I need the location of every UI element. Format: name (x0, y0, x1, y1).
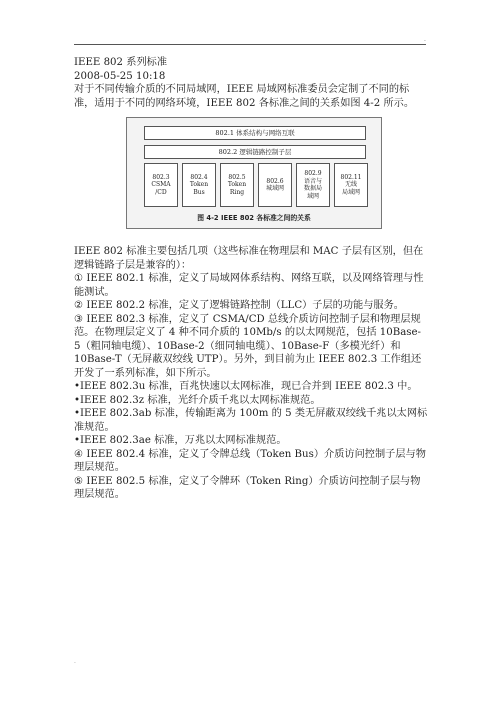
figure-box-802-4: 802.4 Token Bus (182, 163, 216, 207)
document-body (74, 56, 428, 502)
figure-bar-802-1: 802.1 体系结构与网络互联 (144, 126, 366, 140)
paragraph-802-3: ③ IEEE 802.3 标准，定义了 CSMA/CD 总线介质访问控制子层和物理层规范。在物理层定义了 4 种不同介质的 10Mb/s 的以太网规范，包括 10Base- 5（粗同轴电缆）、10Base-2（细同轴电缆）、10Base-F（多模光纤）和 10Base-T（无屏蔽双绞线 UTP）。另外，到目前为止 IEEE 802.3 工作组还开发了一系列标准，如下所示。 (74, 313, 422, 379)
bullet-802-3ae: • IEEE 802.3ae 标准，万兆以太网标准规范。 (74, 434, 428, 448)
paragraph-overview: IEEE 802 标准主要包括几项（这些标准在物理层和 MAC 子层有区别，但在逻辑链路子层是兼容的）： (74, 246, 424, 271)
header-dot: . (424, 36, 426, 43)
figure-box-802-6: 802.6 城域网 (258, 163, 292, 207)
figure-box-802-9: 802.9 语音与 数据局 域网 (296, 163, 330, 207)
paragraph-802-2: ② IEEE 802.2 标准，定义了逻辑链路控制（LLC）子层的功能与服务。 (74, 300, 404, 311)
figure-box-802-5: 802.5 Token Ring (220, 163, 254, 207)
bullet-802-3z: • IEEE 802.3z 标准，光纤介质千兆以太网标准规范。 (74, 394, 428, 408)
paragraph-802-1: ① IEEE 802.1 标准，定义了局域网体系结构、网络互联，以及网络管理与性能测试。 (74, 273, 424, 298)
doc-title: IEEE 802 系列标准 (74, 57, 168, 68)
standards-figure (126, 117, 382, 229)
paragraph-802-5: ⑤ IEEE 802.5 标准，定义了令牌环（Token Ring）介质访问控制子层与物理层规范。 (74, 475, 421, 500)
header-rule (74, 44, 426, 45)
intro-paragraph: 对于不同传输介质的不同局域网，IEEE 局域网标准委员会定制了不同的标准，适用于不同的网络环境，IEEE 802 各标准之间的关系如图 4-2 所示。 (74, 84, 415, 109)
footer-dot: . (74, 658, 76, 665)
figure-caption: 图 4-2 IEEE 802 各标准之间的关系 (197, 214, 311, 222)
figure-box-802-11: 802.11 无线 局域网 (334, 163, 368, 207)
doc-date: 2008-05-25 10:18 (74, 70, 166, 82)
figure-box-802-3: 802.3 CSMA /CD (144, 163, 178, 207)
bullet-802-3u: • IEEE 802.3u 标准，百兆快速以太网标准，现已合并到 IEEE 802.3 中。 (74, 380, 428, 394)
figure-bar-802-2: 802.2 逻辑链路控制子层 (144, 145, 366, 159)
bullet-802-3ab: • IEEE 802.3ab 标准，传输距离为 100m 的 5 类无屏蔽双绞线千兆以太网标准规范。 (74, 407, 428, 434)
paragraph-802-4: ④ IEEE 802.4 标准，定义了令牌总线（Token Bus）介质访问控制子层与物理层规范。 (74, 448, 426, 473)
